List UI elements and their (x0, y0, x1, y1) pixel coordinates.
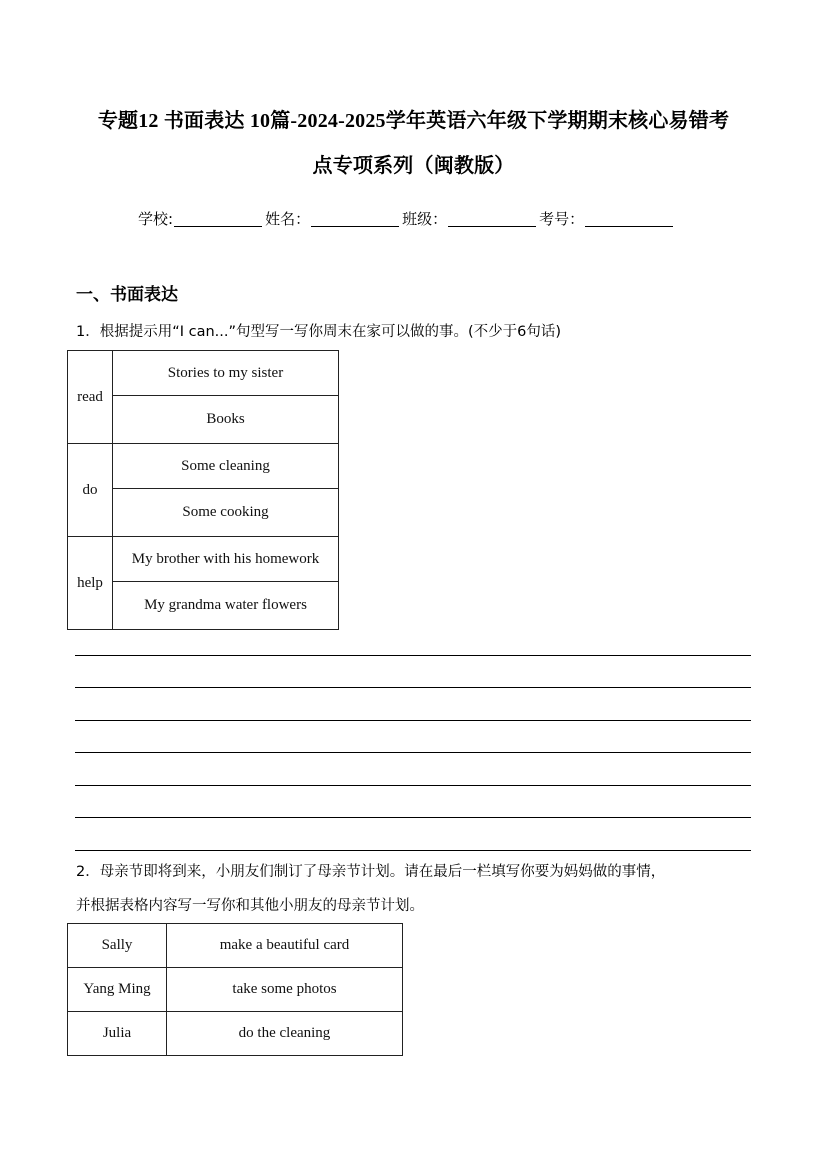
name-field[interactable] (311, 208, 399, 227)
question-1-table (67, 350, 339, 630)
student-info-line (138, 207, 676, 231)
class-label: 班级： (402, 210, 448, 228)
writing-line[interactable] (75, 817, 751, 818)
section-heading: 一、书面表达 (76, 285, 178, 305)
child-name-cell: Sally (68, 924, 167, 968)
table-row (68, 924, 403, 968)
class-field[interactable] (448, 208, 536, 227)
table-item-cell: Some cleaning (113, 444, 339, 489)
table-row (68, 968, 403, 1012)
exam-number-field[interactable] (585, 208, 673, 227)
writing-line[interactable] (75, 785, 751, 786)
school-label: 学校: (138, 210, 174, 228)
table-item-cell: My grandma water flowers (113, 582, 339, 630)
document-title-line-1: 专题12 书面表达 10篇-2024-2025学年英语六年级下学期期末核心易错考 (97, 110, 730, 132)
writing-line[interactable] (75, 850, 751, 851)
plan-cell: do the cleaning (167, 1012, 403, 1056)
name-label: 姓名： (265, 210, 311, 228)
exam-number-label: 考号： (539, 210, 585, 228)
table-category-cell: do (68, 444, 113, 537)
question-2-prompt-line-1: 2．母亲节即将到来，小朋友们制订了母亲节计划。请在最后一栏填写你要为妈妈做的事情， (76, 864, 666, 880)
plan-cell: take some photos (167, 968, 403, 1012)
child-name-cell: Yang Ming (68, 968, 167, 1012)
table-row (68, 1012, 403, 1056)
plan-cell: make a beautiful card (167, 924, 403, 968)
question-1-prompt: 1．根据提示用“I can...”句型写一写你周末在家可以做的事。(不少于6句话) (76, 324, 562, 340)
table-category-cell: help (68, 537, 113, 630)
child-name-cell: Julia (68, 1012, 167, 1056)
table-item-cell: My brother with his homework (113, 537, 339, 582)
writing-line[interactable] (75, 687, 751, 688)
writing-line[interactable] (75, 655, 751, 656)
table-item-cell: Stories to my sister (113, 351, 339, 396)
question-2-prompt-line-2: 并根据表格内容写一写你和其他小朋友的母亲节计划。 (76, 898, 424, 914)
table-item-cell: Some cooking (113, 489, 339, 537)
document-title-line-2: 点专项系列（闽教版） (312, 155, 515, 177)
table-category-cell: read (68, 351, 113, 444)
question-2-table (67, 923, 403, 1056)
table-item-cell: Books (113, 396, 339, 444)
writing-line[interactable] (75, 720, 751, 721)
school-field[interactable] (174, 208, 262, 227)
writing-line[interactable] (75, 752, 751, 753)
